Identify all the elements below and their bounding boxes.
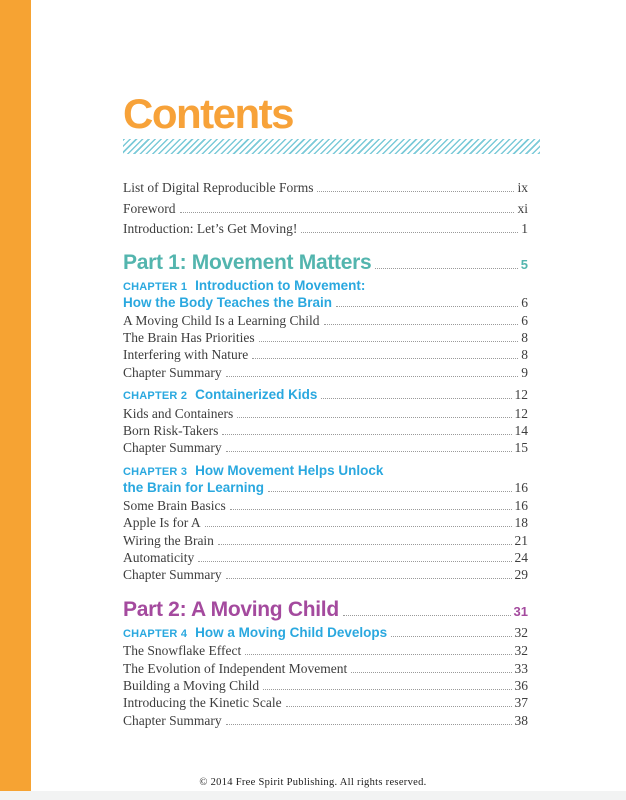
dot-leader (245, 654, 511, 655)
dot-leader (226, 724, 512, 725)
dot-leader (375, 268, 517, 269)
hatch-stripe-decoration (123, 139, 540, 154)
chapter-heading-line-2 (123, 295, 528, 312)
chapter-page: 12 (514, 387, 528, 403)
dot-leader (391, 636, 511, 637)
toc-entry-page: 29 (514, 567, 528, 583)
toc-entry (123, 642, 528, 659)
toc-entry-label: Foreword (123, 200, 176, 216)
part-label: Part 2: A Moving Child (123, 597, 339, 621)
chapter-entries (123, 642, 528, 729)
dot-leader (321, 398, 511, 399)
toc-entry (123, 712, 528, 729)
toc-entry (123, 566, 528, 583)
toc-entry (123, 364, 528, 381)
page-bottom-edge (0, 791, 626, 800)
chapter-3-block (123, 463, 528, 584)
chapter-heading-line-1 (123, 278, 528, 296)
toc-entry (123, 220, 528, 241)
dot-leader (259, 341, 519, 342)
toc-entry (123, 422, 528, 439)
dot-leader (222, 434, 511, 435)
toc-entry-label: A Moving Child Is a Learning Child (123, 312, 320, 328)
chapter-heading-line-1 (123, 387, 528, 405)
chapter-number: CHAPTER 2 (123, 390, 188, 403)
toc-entry-label: Introduction: Let’s Get Moving! (123, 221, 298, 236)
front-matter-list (123, 179, 528, 241)
toc-entry-page: 12 (514, 405, 528, 421)
toc-entry-page: 8 (521, 347, 528, 363)
chapter-number: CHAPTER 4 (123, 627, 188, 640)
toc-entry (123, 312, 528, 329)
toc-entry-page: ix (517, 180, 528, 195)
toc-entry-label: Chapter Summary (123, 567, 222, 583)
toc-entry-label: Introducing the Kinetic Scale (123, 695, 282, 711)
dot-leader (218, 544, 512, 545)
toc-entry-label: The Snowflake Effect (123, 643, 242, 659)
toc-entry (123, 514, 528, 531)
toc-entry-page: xi (517, 200, 528, 216)
toc-entry-page: 18 (514, 515, 528, 531)
toc-entry-label: Chapter Summary (123, 364, 222, 380)
chapter-number: CHAPTER 3 (123, 465, 188, 478)
dot-leader (351, 672, 511, 673)
toc-entry (123, 200, 528, 221)
part-1-heading (123, 251, 528, 275)
dot-leader (180, 212, 515, 213)
page-title: Contents (123, 90, 293, 137)
chapter-title: How the Body Teaches the Brain (123, 295, 333, 310)
toc-entry-page: 16 (514, 497, 528, 513)
toc-entry-label: Kids and Containers (123, 405, 234, 421)
dot-leader (324, 324, 519, 325)
toc-entry-label: Chapter Summary (123, 712, 222, 728)
toc-entry-page: 15 (514, 440, 528, 456)
toc-entry-page: 32 (514, 643, 528, 659)
toc-entry-label: Born Risk-Takers (123, 422, 219, 438)
dot-leader (226, 578, 512, 579)
chapter-page: 6 (521, 295, 528, 310)
left-accent-bar (0, 0, 31, 791)
toc-entry-page: 37 (514, 695, 528, 711)
chapter-title: How Movement Helps Unlock (195, 462, 384, 478)
dot-leader (230, 509, 512, 510)
chapter-heading-line-2 (123, 480, 528, 497)
chapter-heading-line-1 (123, 463, 528, 481)
dot-leader (226, 451, 512, 452)
chapter-title: How a Moving Child Develops (195, 624, 388, 640)
chapter-1-block (123, 278, 528, 382)
toc-entry-label: Wiring the Brain (123, 532, 214, 548)
toc-entry-page: 6 (521, 312, 528, 328)
chapter-page: 16 (514, 480, 528, 496)
part-page: 5 (520, 256, 528, 272)
dot-leader (205, 526, 512, 527)
chapter-title: Containerized Kids (195, 387, 318, 403)
toc-entry (123, 346, 528, 363)
toc-entry-label: The Brain Has Priorities (123, 329, 255, 345)
dot-leader (317, 191, 514, 192)
dot-leader (252, 358, 518, 359)
toc-entry-label: Apple Is for A (123, 515, 201, 531)
chapter-page: 32 (514, 624, 528, 640)
copyright-footer: © 2014 Free Spirit Publishing. All rights reserved. (199, 777, 427, 788)
dot-leader (343, 615, 511, 616)
toc-entry-page: 38 (514, 712, 528, 728)
toc-entry (123, 677, 528, 694)
dot-leader (286, 706, 512, 707)
part-label: Part 1: Movement Matters (123, 250, 372, 274)
toc-entry-label: List of Digital Reproducible Forms (123, 180, 314, 195)
toc-entry-label: The Evolution of Independent Movement (123, 660, 348, 676)
toc-entry-page: 9 (521, 364, 528, 380)
toc-entry (123, 405, 528, 422)
toc-entry (123, 179, 528, 200)
toc-entry-label: Some Brain Basics (123, 497, 226, 513)
toc-entry (123, 694, 528, 711)
toc-entry (123, 439, 528, 456)
chapter-title: the Brain for Learning (123, 480, 265, 496)
chapter-entries (123, 312, 528, 382)
toc-entry-label: Automaticity (123, 549, 195, 565)
chapter-4-block (123, 625, 528, 729)
toc-entry-label: Chapter Summary (123, 440, 222, 456)
toc-entry-label: Interfering with Nature (123, 347, 249, 363)
dot-leader (198, 561, 511, 562)
toc-entry-page: 36 (514, 677, 528, 693)
toc-entry-label: Building a Moving Child (123, 677, 260, 693)
toc-entry (123, 532, 528, 549)
toc-entry (123, 497, 528, 514)
dot-leader (237, 417, 511, 418)
toc-entry-page: 21 (514, 532, 528, 548)
toc-entry (123, 549, 528, 566)
toc-entry-page: 8 (521, 329, 528, 345)
chapter-2-block (123, 387, 528, 457)
dot-leader (268, 491, 511, 492)
part-page: 31 (513, 603, 528, 619)
dot-leader (336, 306, 518, 307)
chapter-title: Introduction to Movement: (195, 277, 366, 293)
toc-entry-page: 1 (521, 221, 528, 236)
toc-entry-page: 14 (514, 422, 528, 438)
toc-entry (123, 329, 528, 346)
chapter-number: CHAPTER 1 (123, 280, 188, 293)
toc-entry-page: 33 (514, 660, 528, 676)
chapter-heading-line-1 (123, 625, 528, 643)
toc-entry (123, 660, 528, 677)
dot-leader (226, 376, 519, 377)
dot-leader (301, 232, 518, 233)
dot-leader (263, 689, 511, 690)
chapter-entries (123, 405, 528, 457)
part-2-heading (123, 598, 528, 622)
toc-content (123, 92, 528, 729)
chapter-entries (123, 497, 528, 584)
toc-entry-page: 24 (514, 549, 528, 565)
